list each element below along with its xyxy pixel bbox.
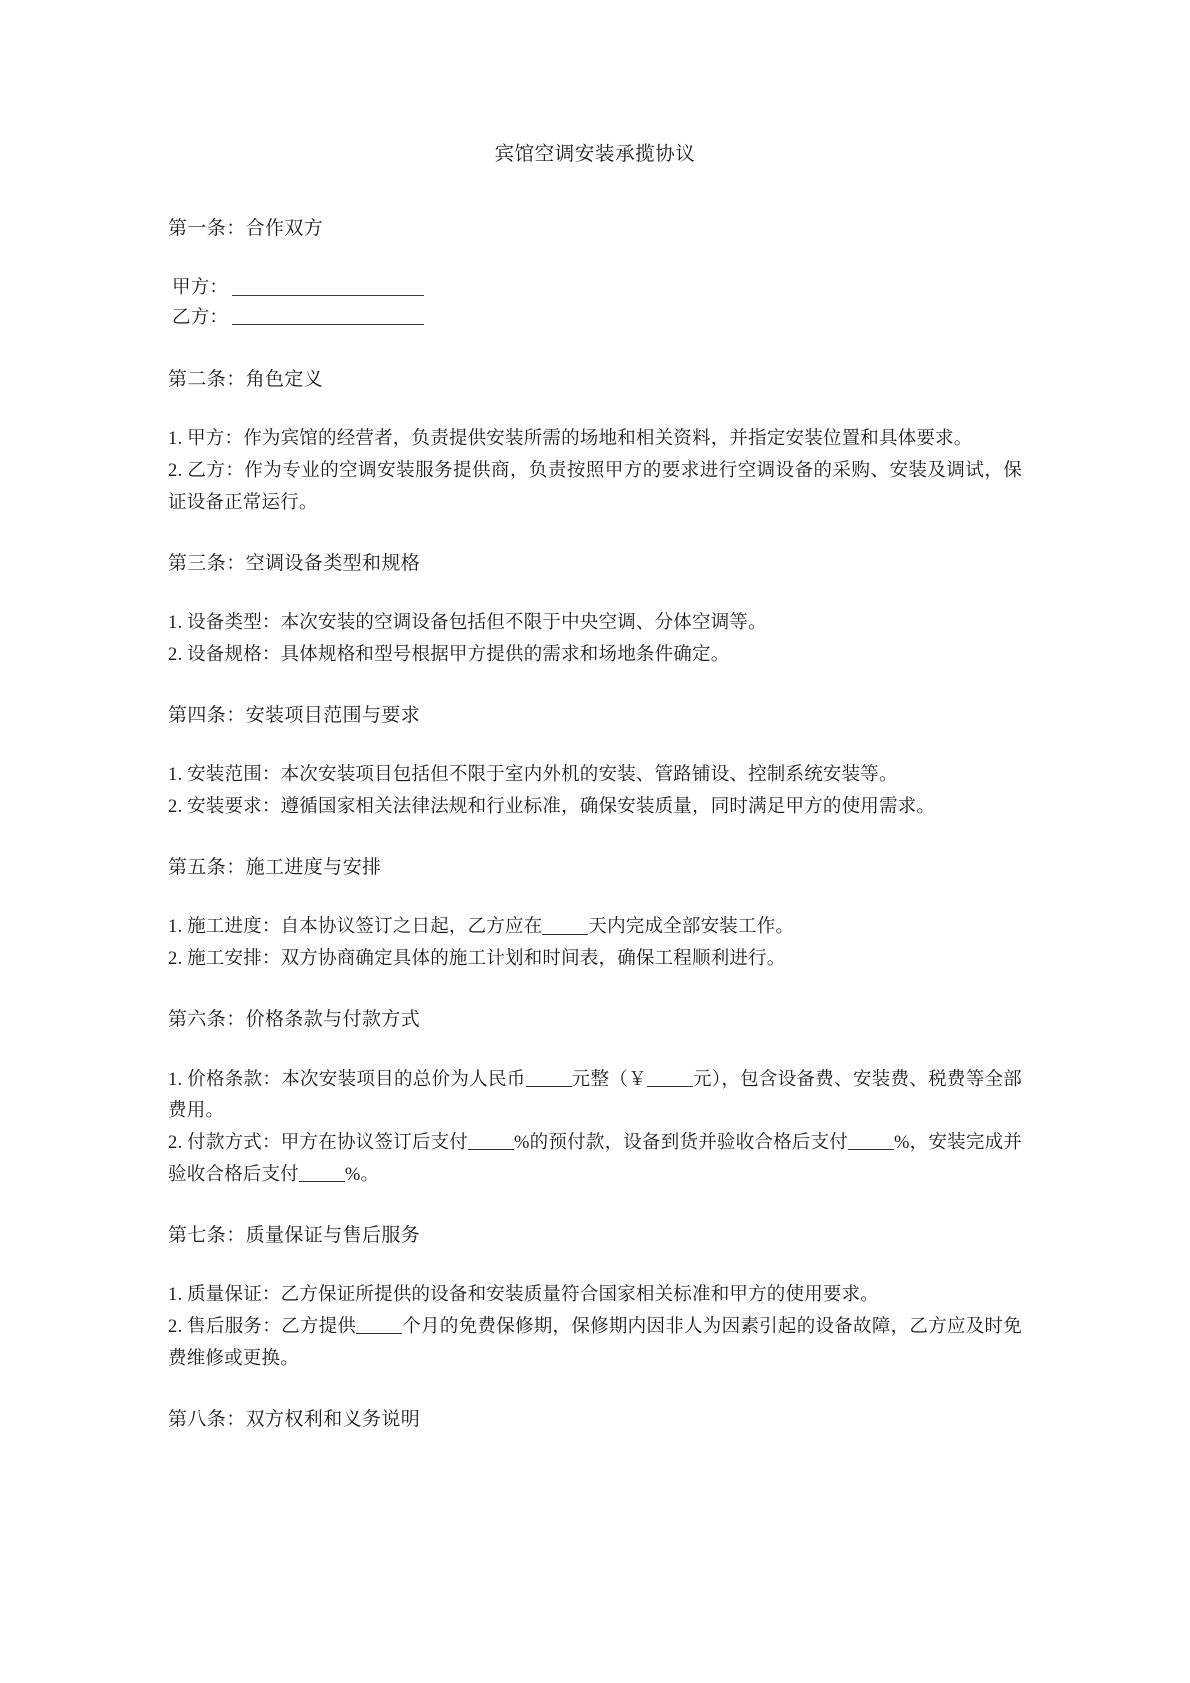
- clause-body-7: [168, 1280, 1022, 1375]
- party-label-yifang: 乙方：: [172, 307, 229, 328]
- clause-body-2: [168, 424, 1022, 519]
- clause-heading-8: 第八条：双方权利和义务说明: [168, 1408, 421, 1430]
- party-label-jiafang: 甲方：: [172, 277, 229, 298]
- fill-in-blank[interactable]: [647, 1069, 693, 1087]
- text-run: 2. 施工安排：双方协商确定具体的施工计划和时间表，确保工程顺利进行。: [168, 949, 786, 970]
- text-run: 1. 价格条款：本次安装项目的总价为人民币: [168, 1069, 526, 1090]
- list-item: 2. 乙方：作为专业的空调安装服务提供商，负责按照甲方的要求进行空调设备的采购、安装及调试，保证设备正常运行。: [168, 461, 1022, 513]
- list-item: [168, 1280, 1022, 1312]
- list-item: 2. 设备规格：具体规格和型号根据甲方提供的需求和场地条件确定。: [168, 644, 730, 665]
- party-blank-jiafang[interactable]: [232, 277, 424, 296]
- fill-in-blank[interactable]: [526, 1069, 572, 1087]
- text-run: 天内完成全部安装工作。: [588, 917, 795, 938]
- list-item: [168, 944, 1022, 976]
- text-run: 元整（￥: [571, 1069, 647, 1090]
- clause-heading-2: 第二条：角色定义: [168, 368, 324, 390]
- fill-in-blank[interactable]: [468, 1133, 514, 1151]
- clause-body-4: [168, 760, 1022, 824]
- fill-in-blank[interactable]: [299, 1165, 345, 1183]
- text-run: %。: [344, 1164, 380, 1185]
- party-line-yifang: [172, 304, 1022, 334]
- fill-in-blank[interactable]: [848, 1133, 894, 1151]
- clause-heading-3: 第三条：空调设备类型和规格: [168, 552, 421, 574]
- clause-heading-5: 第五条：施工进度与安排: [168, 856, 382, 878]
- list-item: [168, 1312, 1022, 1376]
- party-line-jiafang: [172, 274, 1022, 304]
- clause-heading-1: 第一条：合作双方: [168, 218, 324, 240]
- clause-heading-7: 第七条：质量保证与售后服务: [168, 1224, 421, 1246]
- party-block: [168, 274, 1022, 334]
- clause-body-5: [168, 912, 1022, 976]
- text-run: 元），包含设备费、安装费、税费等全部费用。: [168, 1069, 1022, 1122]
- page-title: 宾馆空调安装承揽协议: [494, 144, 696, 165]
- text-run: %，安装完成并验收合格后支付: [168, 1133, 1023, 1185]
- party-blank-yifang[interactable]: [232, 307, 424, 326]
- text-run: 2. 付款方式：甲方在协议签订后支付: [168, 1133, 469, 1154]
- clause-body-3: [168, 608, 1022, 672]
- fill-in-blank[interactable]: [356, 1317, 402, 1335]
- clause-heading-6: 第六条：价格条款与付款方式: [168, 1009, 421, 1030]
- text-run: 2. 售后服务：乙方提供: [168, 1317, 357, 1338]
- text-run: 1. 施工进度：自本协议签订之日起，乙方应在: [168, 917, 543, 938]
- list-item: [168, 1065, 1022, 1129]
- text-run: %的预付款，设备到货并验收合格后支付: [514, 1133, 849, 1154]
- list-item: [168, 1128, 1022, 1192]
- clause-heading-4: 第四条：安装项目范围与要求: [168, 704, 421, 726]
- text-run: 1. 质量保证：乙方保证所提供的设备和安装质量符合国家相关标准和甲方的使用要求。: [168, 1285, 880, 1306]
- text-run: 个月的免费保修期，保修期内因非人为因素引起的设备故障，乙方应及时免费维修或更换。: [168, 1317, 1022, 1369]
- list-item: 1. 设备类型：本次安装的空调设备包括但不限于中央空调、分体空调等。: [168, 613, 767, 634]
- list-item: 2. 安装要求：遵循国家相关法律法规和行业标准，确保安装质量，同时满足甲方的使用需求。: [168, 797, 936, 818]
- list-item: 1. 安装范围：本次安装项目包括但不限于室内外机的安装、管路铺设、控制系统安装等。: [168, 765, 898, 786]
- list-item: 1. 甲方：作为宾馆的经营者，负责提供安装所需的场地和相关资料，并指定安装位置和具体要求。: [168, 429, 973, 450]
- fill-in-blank[interactable]: [542, 917, 588, 935]
- list-item: [168, 912, 1022, 944]
- clause-body-6: [168, 1065, 1022, 1192]
